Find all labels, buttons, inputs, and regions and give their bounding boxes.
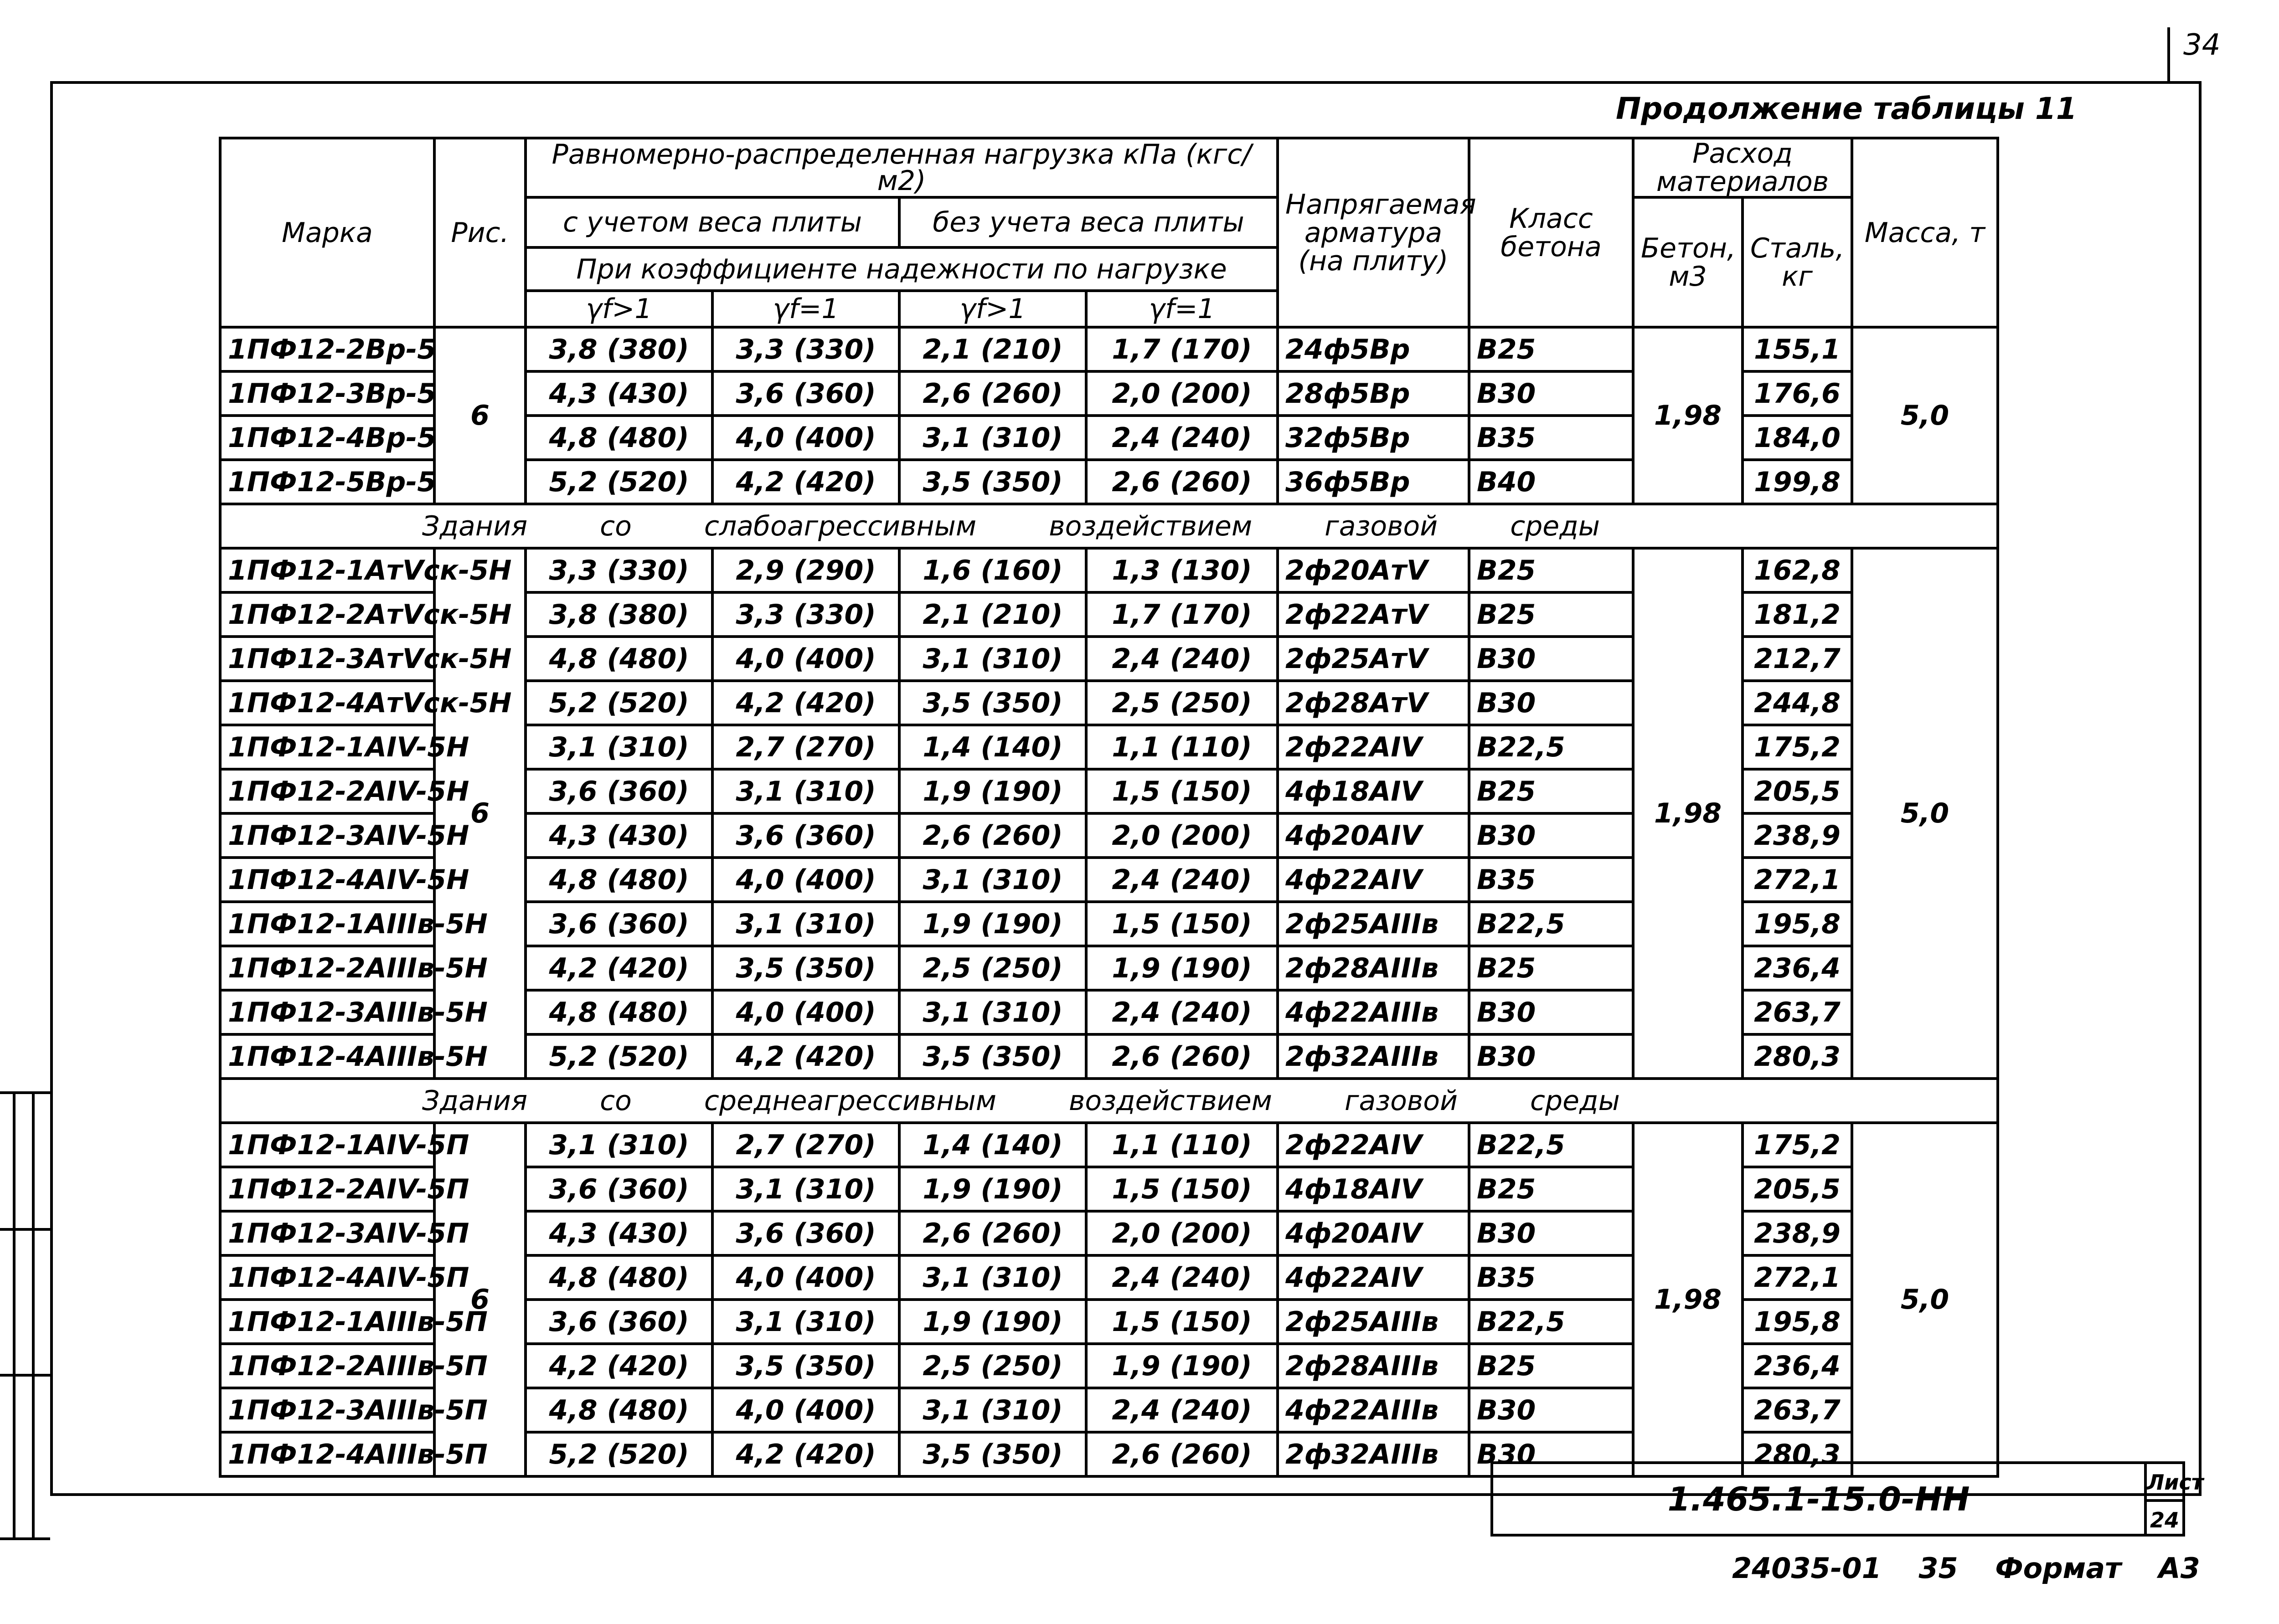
cell-steel: 280,3: [1743, 1034, 1852, 1079]
cell-load-2: 3,6 (360): [712, 371, 899, 416]
cell-steel: 162,8: [1743, 548, 1852, 592]
cell-load-3: 3,1 (310): [899, 990, 1086, 1034]
cell-reinforcement: 2ф20АтV: [1278, 548, 1469, 592]
cell-reinforcement: 2ф25АтV: [1278, 637, 1469, 681]
cell-load-2: 2,9 (290): [712, 548, 899, 592]
section-row: [220, 504, 1998, 548]
cell-marka: 1ПФ12-2АIV-5П: [220, 1167, 434, 1211]
header-gf-gt1-b: γf>1: [899, 291, 1086, 327]
header-concrete: Бетон, м3: [1633, 197, 1743, 327]
cell-load-1: 3,3 (330): [526, 548, 712, 592]
cell-load-1: 5,2 (520): [526, 1432, 712, 1476]
cell-reinforcement: 2ф25АIIIв: [1278, 1300, 1469, 1344]
cell-steel: 238,9: [1743, 1211, 1852, 1255]
cell-load-4: 1,5 (150): [1086, 902, 1278, 946]
footer-stamp: [1732, 1552, 2200, 1585]
cell-load-1: 5,2 (520): [526, 460, 712, 504]
cell-load-4: 1,5 (150): [1086, 1167, 1278, 1211]
cell-reinforcement: 2ф25АIIIв: [1278, 902, 1469, 946]
cell-marka: 1ПФ12-4АIV-5Н: [220, 858, 434, 902]
cell-load-1: 3,1 (310): [526, 725, 712, 769]
cell-ris: 6: [434, 1123, 526, 1476]
cell-load-2: 3,1 (310): [712, 1167, 899, 1211]
cell-reinforcement: 4ф22АIV: [1278, 1255, 1469, 1300]
cell-marka: 1ПФ12-2Вр-5: [220, 327, 434, 371]
cell-load-2: 4,0 (400): [712, 637, 899, 681]
cell-load-1: 4,8 (480): [526, 990, 712, 1034]
cell-load-1: 3,8 (380): [526, 592, 712, 637]
cell-reinforcement: 2ф22АтV: [1278, 592, 1469, 637]
cell-marka: 1ПФ12-1АIV-5П: [220, 1123, 434, 1167]
cell-concrete-class: В22,5: [1469, 1300, 1633, 1344]
header-without-weight: без учета веса плиты: [899, 197, 1278, 247]
cell-load-3: 3,1 (310): [899, 858, 1086, 902]
cell-load-4: 2,5 (250): [1086, 681, 1278, 725]
cell-steel: 181,2: [1743, 592, 1852, 637]
cell-load-1: 4,2 (420): [526, 946, 712, 990]
cell-steel: 280,3: [1743, 1432, 1852, 1476]
cell-marka: 1ПФ12-1АIIIв-5П: [220, 1300, 434, 1344]
cell-load-2: 4,0 (400): [712, 1388, 899, 1432]
cell-concrete-class: В22,5: [1469, 902, 1633, 946]
cell-concrete-class: В40: [1469, 460, 1633, 504]
cell-marka: 1ПФ12-2АIV-5Н: [220, 769, 434, 813]
cell-load-3: 2,1 (210): [899, 592, 1086, 637]
cell-load-2: 3,3 (330): [712, 592, 899, 637]
cell-marka: 1ПФ12-3Вр-5: [220, 371, 434, 416]
header-steel: Сталь, кг: [1743, 197, 1852, 327]
cell-load-1: 4,3 (430): [526, 1211, 712, 1255]
cell-marka: 1ПФ12-4АIIIв-5Н: [220, 1034, 434, 1079]
cell-marka: 1ПФ12-2АIIIв-5Н: [220, 946, 434, 990]
cell-load-1: 4,2 (420): [526, 1344, 712, 1388]
left-binding-margin: [0, 1091, 50, 1540]
cell-load-1: 4,8 (480): [526, 1388, 712, 1432]
cell-marka: 1ПФ12-4АIV-5П: [220, 1255, 434, 1300]
cell-load-2: 4,2 (420): [712, 1432, 899, 1476]
cell-mass: 5,0: [1852, 1123, 1998, 1476]
cell-concrete-class: В30: [1469, 990, 1633, 1034]
header-gf-eq1-b: γf=1: [1086, 291, 1278, 327]
cell-ris: 6: [434, 548, 526, 1079]
header-materials: Расход материалов: [1633, 138, 1852, 197]
header-coef-label: При коэффициенте надежности по нагрузке: [526, 247, 1278, 291]
footer-page: 35: [1918, 1552, 1958, 1585]
footer-order: 24035-01: [1732, 1552, 1882, 1585]
doc-code-box: [1490, 1461, 2147, 1537]
cell-steel: 236,4: [1743, 946, 1852, 990]
cell-marka: 1ПФ12-3АтVск-5Н: [220, 637, 434, 681]
cell-marka: 1ПФ12-3АIV-5П: [220, 1211, 434, 1255]
cell-load-3: 2,1 (210): [899, 327, 1086, 371]
header-prestressed: Напрягаемая арматура (на плиту): [1278, 138, 1469, 327]
cell-marka: 1ПФ12-5Вр-5: [220, 460, 434, 504]
cell-steel: 272,1: [1743, 1255, 1852, 1300]
cell-marka: 1ПФ12-1АIIIв-5Н: [220, 902, 434, 946]
cell-steel: 205,5: [1743, 769, 1852, 813]
cell-load-2: 4,0 (400): [712, 416, 899, 460]
cell-concrete-class: В25: [1469, 548, 1633, 592]
cell-load-4: 1,1 (110): [1086, 725, 1278, 769]
cell-steel: 238,9: [1743, 813, 1852, 858]
cell-load-1: 3,6 (360): [526, 902, 712, 946]
cell-load-4: 2,6 (260): [1086, 1432, 1278, 1476]
cell-load-3: 2,5 (250): [899, 1344, 1086, 1388]
cell-load-4: 2,4 (240): [1086, 1255, 1278, 1300]
cell-marka: 1ПФ12-3АIIIв-5Н: [220, 990, 434, 1034]
header-gf-gt1-a: γf>1: [526, 291, 712, 327]
header-load-group: Равномерно-распределенная нагрузка кПа (кгс/м2): [526, 138, 1278, 197]
cell-load-3: 2,5 (250): [899, 946, 1086, 990]
cell-reinforcement: 4ф22АIV: [1278, 858, 1469, 902]
cell-load-1: 5,2 (520): [526, 681, 712, 725]
cell-concrete-class: В30: [1469, 637, 1633, 681]
cell-load-3: 1,6 (160): [899, 548, 1086, 592]
cell-steel: 184,0: [1743, 416, 1852, 460]
cell-load-3: 1,9 (190): [899, 1167, 1086, 1211]
cell-load-3: 3,1 (310): [899, 416, 1086, 460]
cell-steel: 175,2: [1743, 725, 1852, 769]
cell-marka: 1ПФ12-1АтVск-5Н: [220, 548, 434, 592]
sheet-number-box: [2144, 1461, 2204, 1537]
cell-reinforcement: 4ф20АIV: [1278, 1211, 1469, 1255]
cell-load-3: 1,9 (190): [899, 1300, 1086, 1344]
cell-load-3: 3,1 (310): [899, 1255, 1086, 1300]
doc-code: 1.465.1-15.0-НН: [1667, 1480, 1970, 1518]
cell-load-2: 3,5 (350): [712, 946, 899, 990]
cell-load-3: 3,1 (310): [899, 637, 1086, 681]
cell-load-2: 4,0 (400): [712, 990, 899, 1034]
cell-load-4: 1,5 (150): [1086, 769, 1278, 813]
cell-load-4: 2,4 (240): [1086, 858, 1278, 902]
cell-load-1: 3,8 (380): [526, 327, 712, 371]
table-row: [220, 327, 1998, 371]
cell-load-1: 3,1 (310): [526, 1123, 712, 1167]
cell-load-4: 1,7 (170): [1086, 592, 1278, 637]
cell-concrete-class: В22,5: [1469, 725, 1633, 769]
cell-load-4: 2,4 (240): [1086, 416, 1278, 460]
section-row: [220, 1079, 1998, 1123]
cell-load-3: 3,1 (310): [899, 1388, 1086, 1432]
cell-reinforcement: 2ф28АтV: [1278, 681, 1469, 725]
cell-load-2: 4,0 (400): [712, 858, 899, 902]
cell-steel: 199,8: [1743, 460, 1852, 504]
cell-load-2: 4,2 (420): [712, 681, 899, 725]
cell-reinforcement: 4ф22АIIIв: [1278, 1388, 1469, 1432]
table-caption: Продолжение таблицы 11: [1616, 91, 2077, 126]
cell-load-2: 3,3 (330): [712, 327, 899, 371]
cell-marka: 1ПФ12-4АтVск-5Н: [220, 681, 434, 725]
cell-load-2: 3,5 (350): [712, 1344, 899, 1388]
cell-mass: 5,0: [1852, 327, 1998, 504]
table-row: [220, 548, 1998, 592]
cell-load-4: 1,3 (130): [1086, 548, 1278, 592]
top-margin-tick: [2167, 27, 2170, 82]
cell-concrete-class: В25: [1469, 946, 1633, 990]
cell-load-4: 2,4 (240): [1086, 990, 1278, 1034]
cell-concrete-class: В30: [1469, 1034, 1633, 1079]
cell-concrete-class: В30: [1469, 1432, 1633, 1476]
cell-concrete-class: В25: [1469, 327, 1633, 371]
cell-marka: 1ПФ12-2АIIIв-5П: [220, 1344, 434, 1388]
header-ris: Рис.: [434, 138, 526, 327]
cell-load-1: 4,8 (480): [526, 416, 712, 460]
cell-load-3: 1,4 (140): [899, 1123, 1086, 1167]
cell-load-3: 2,6 (260): [899, 1211, 1086, 1255]
cell-load-1: 4,3 (430): [526, 813, 712, 858]
cell-load-2: 3,6 (360): [712, 813, 899, 858]
table-row: [220, 1123, 1998, 1167]
cell-reinforcement: 4ф18АIV: [1278, 1167, 1469, 1211]
section-title: Здания со среднеагрессивным воздействием газовой среды: [220, 1079, 1998, 1123]
cell-steel: 244,8: [1743, 681, 1852, 725]
cell-marka: 1ПФ12-2АтVск-5Н: [220, 592, 434, 637]
cell-concrete-class: В35: [1469, 416, 1633, 460]
header-gf-eq1-a: γf=1: [712, 291, 899, 327]
sheet-number: 24: [2150, 1507, 2179, 1532]
cell-load-3: 2,6 (260): [899, 371, 1086, 416]
cell-load-1: 5,2 (520): [526, 1034, 712, 1079]
cell-load-1: 4,8 (480): [526, 858, 712, 902]
cell-reinforcement: 4ф18АIV: [1278, 769, 1469, 813]
cell-load-4: 1,9 (190): [1086, 1344, 1278, 1388]
cell-marka: 1ПФ12-1АIV-5Н: [220, 725, 434, 769]
cell-concrete-class: В22,5: [1469, 1123, 1633, 1167]
cell-reinforcement: 2ф32АIIIв: [1278, 1034, 1469, 1079]
cell-reinforcement: 28ф5Вр: [1278, 371, 1469, 416]
cell-load-2: 3,1 (310): [712, 769, 899, 813]
cell-concrete-volume: 1,98: [1633, 1123, 1743, 1476]
cell-steel: 195,8: [1743, 1300, 1852, 1344]
sheet-label: Лист: [2147, 1464, 2182, 1502]
cell-concrete-class: В25: [1469, 592, 1633, 637]
cell-load-2: 3,1 (310): [712, 1300, 899, 1344]
cell-marka: 1ПФ12-3АIIIв-5П: [220, 1388, 434, 1432]
cell-load-3: 1,9 (190): [899, 902, 1086, 946]
cell-steel: 272,1: [1743, 858, 1852, 902]
cell-load-4: 1,7 (170): [1086, 327, 1278, 371]
header-with-weight: с учетом веса плиты: [526, 197, 899, 247]
cell-steel: 175,2: [1743, 1123, 1852, 1167]
cell-load-1: 3,6 (360): [526, 1300, 712, 1344]
cell-concrete-class: В25: [1469, 1167, 1633, 1211]
cell-reinforcement: 2ф32АIIIв: [1278, 1432, 1469, 1476]
cell-reinforcement: 32ф5Вр: [1278, 416, 1469, 460]
cell-load-3: 3,5 (350): [899, 1034, 1086, 1079]
cell-mass: 5,0: [1852, 548, 1998, 1079]
cell-load-2: 4,2 (420): [712, 1034, 899, 1079]
cell-load-4: 2,0 (200): [1086, 371, 1278, 416]
cell-load-3: 3,5 (350): [899, 1432, 1086, 1476]
cell-load-2: 3,6 (360): [712, 1211, 899, 1255]
cell-concrete-volume: 1,98: [1633, 548, 1743, 1079]
cell-load-4: 2,0 (200): [1086, 1211, 1278, 1255]
cell-load-2: 4,2 (420): [712, 460, 899, 504]
cell-steel: 212,7: [1743, 637, 1852, 681]
cell-concrete-class: В30: [1469, 371, 1633, 416]
spec-table: [219, 137, 1999, 1478]
cell-concrete-class: В30: [1469, 681, 1633, 725]
page-number: 34: [2183, 28, 2221, 62]
cell-concrete-class: В30: [1469, 813, 1633, 858]
header-marka: Марка: [220, 138, 434, 327]
cell-load-2: 3,1 (310): [712, 902, 899, 946]
cell-ris: 6: [434, 327, 526, 504]
cell-load-2: 4,0 (400): [712, 1255, 899, 1300]
cell-concrete-class: В35: [1469, 1255, 1633, 1300]
cell-concrete-class: В25: [1469, 769, 1633, 813]
header-mass: Масса, т: [1852, 138, 1998, 327]
cell-load-4: 2,4 (240): [1086, 1388, 1278, 1432]
cell-load-2: 2,7 (270): [712, 725, 899, 769]
cell-reinforcement: 4ф22АIIIв: [1278, 990, 1469, 1034]
cell-load-4: 2,6 (260): [1086, 460, 1278, 504]
cell-load-4: 1,9 (190): [1086, 946, 1278, 990]
cell-load-4: 2,0 (200): [1086, 813, 1278, 858]
cell-load-3: 3,5 (350): [899, 460, 1086, 504]
cell-load-4: 2,4 (240): [1086, 637, 1278, 681]
cell-load-1: 3,6 (360): [526, 769, 712, 813]
cell-marka: 1ПФ12-4АIIIв-5П: [220, 1432, 434, 1476]
cell-load-3: 1,9 (190): [899, 769, 1086, 813]
cell-steel: 195,8: [1743, 902, 1852, 946]
cell-steel: 155,1: [1743, 327, 1852, 371]
cell-load-1: 4,3 (430): [526, 371, 712, 416]
cell-steel: 176,6: [1743, 371, 1852, 416]
cell-steel: 263,7: [1743, 990, 1852, 1034]
cell-marka: 1ПФ12-4Вр-5: [220, 416, 434, 460]
cell-load-3: 3,5 (350): [899, 681, 1086, 725]
cell-concrete-volume: 1,98: [1633, 327, 1743, 504]
cell-concrete-class: В30: [1469, 1211, 1633, 1255]
cell-reinforcement: 2ф28АIIIв: [1278, 1344, 1469, 1388]
cell-marka: 1ПФ12-3АIV-5Н: [220, 813, 434, 858]
cell-load-3: 2,6 (260): [899, 813, 1086, 858]
cell-load-1: 3,6 (360): [526, 1167, 712, 1211]
cell-concrete-class: В30: [1469, 1388, 1633, 1432]
cell-load-4: 1,5 (150): [1086, 1300, 1278, 1344]
header-concrete-class: Класс бетона: [1469, 138, 1633, 327]
cell-reinforcement: 2ф22АIV: [1278, 1123, 1469, 1167]
cell-concrete-class: В35: [1469, 858, 1633, 902]
cell-load-1: 4,8 (480): [526, 1255, 712, 1300]
cell-steel: 263,7: [1743, 1388, 1852, 1432]
cell-reinforcement: 36ф5Вр: [1278, 460, 1469, 504]
cell-steel: 205,5: [1743, 1167, 1852, 1211]
cell-reinforcement: 4ф20АIV: [1278, 813, 1469, 858]
section-title: Здания со слабоагрессивным воздействием газовой среды: [220, 504, 1998, 548]
cell-load-2: 2,7 (270): [712, 1123, 899, 1167]
cell-load-4: 1,1 (110): [1086, 1123, 1278, 1167]
cell-concrete-class: В25: [1469, 1344, 1633, 1388]
cell-load-1: 4,8 (480): [526, 637, 712, 681]
cell-load-4: 2,6 (260): [1086, 1034, 1278, 1079]
cell-load-3: 1,4 (140): [899, 725, 1086, 769]
footer-format: Формат А3: [1995, 1552, 2200, 1585]
cell-steel: 236,4: [1743, 1344, 1852, 1388]
cell-reinforcement: 2ф22АIV: [1278, 725, 1469, 769]
cell-reinforcement: 24ф5Вр: [1278, 327, 1469, 371]
cell-reinforcement: 2ф28АIIIв: [1278, 946, 1469, 990]
